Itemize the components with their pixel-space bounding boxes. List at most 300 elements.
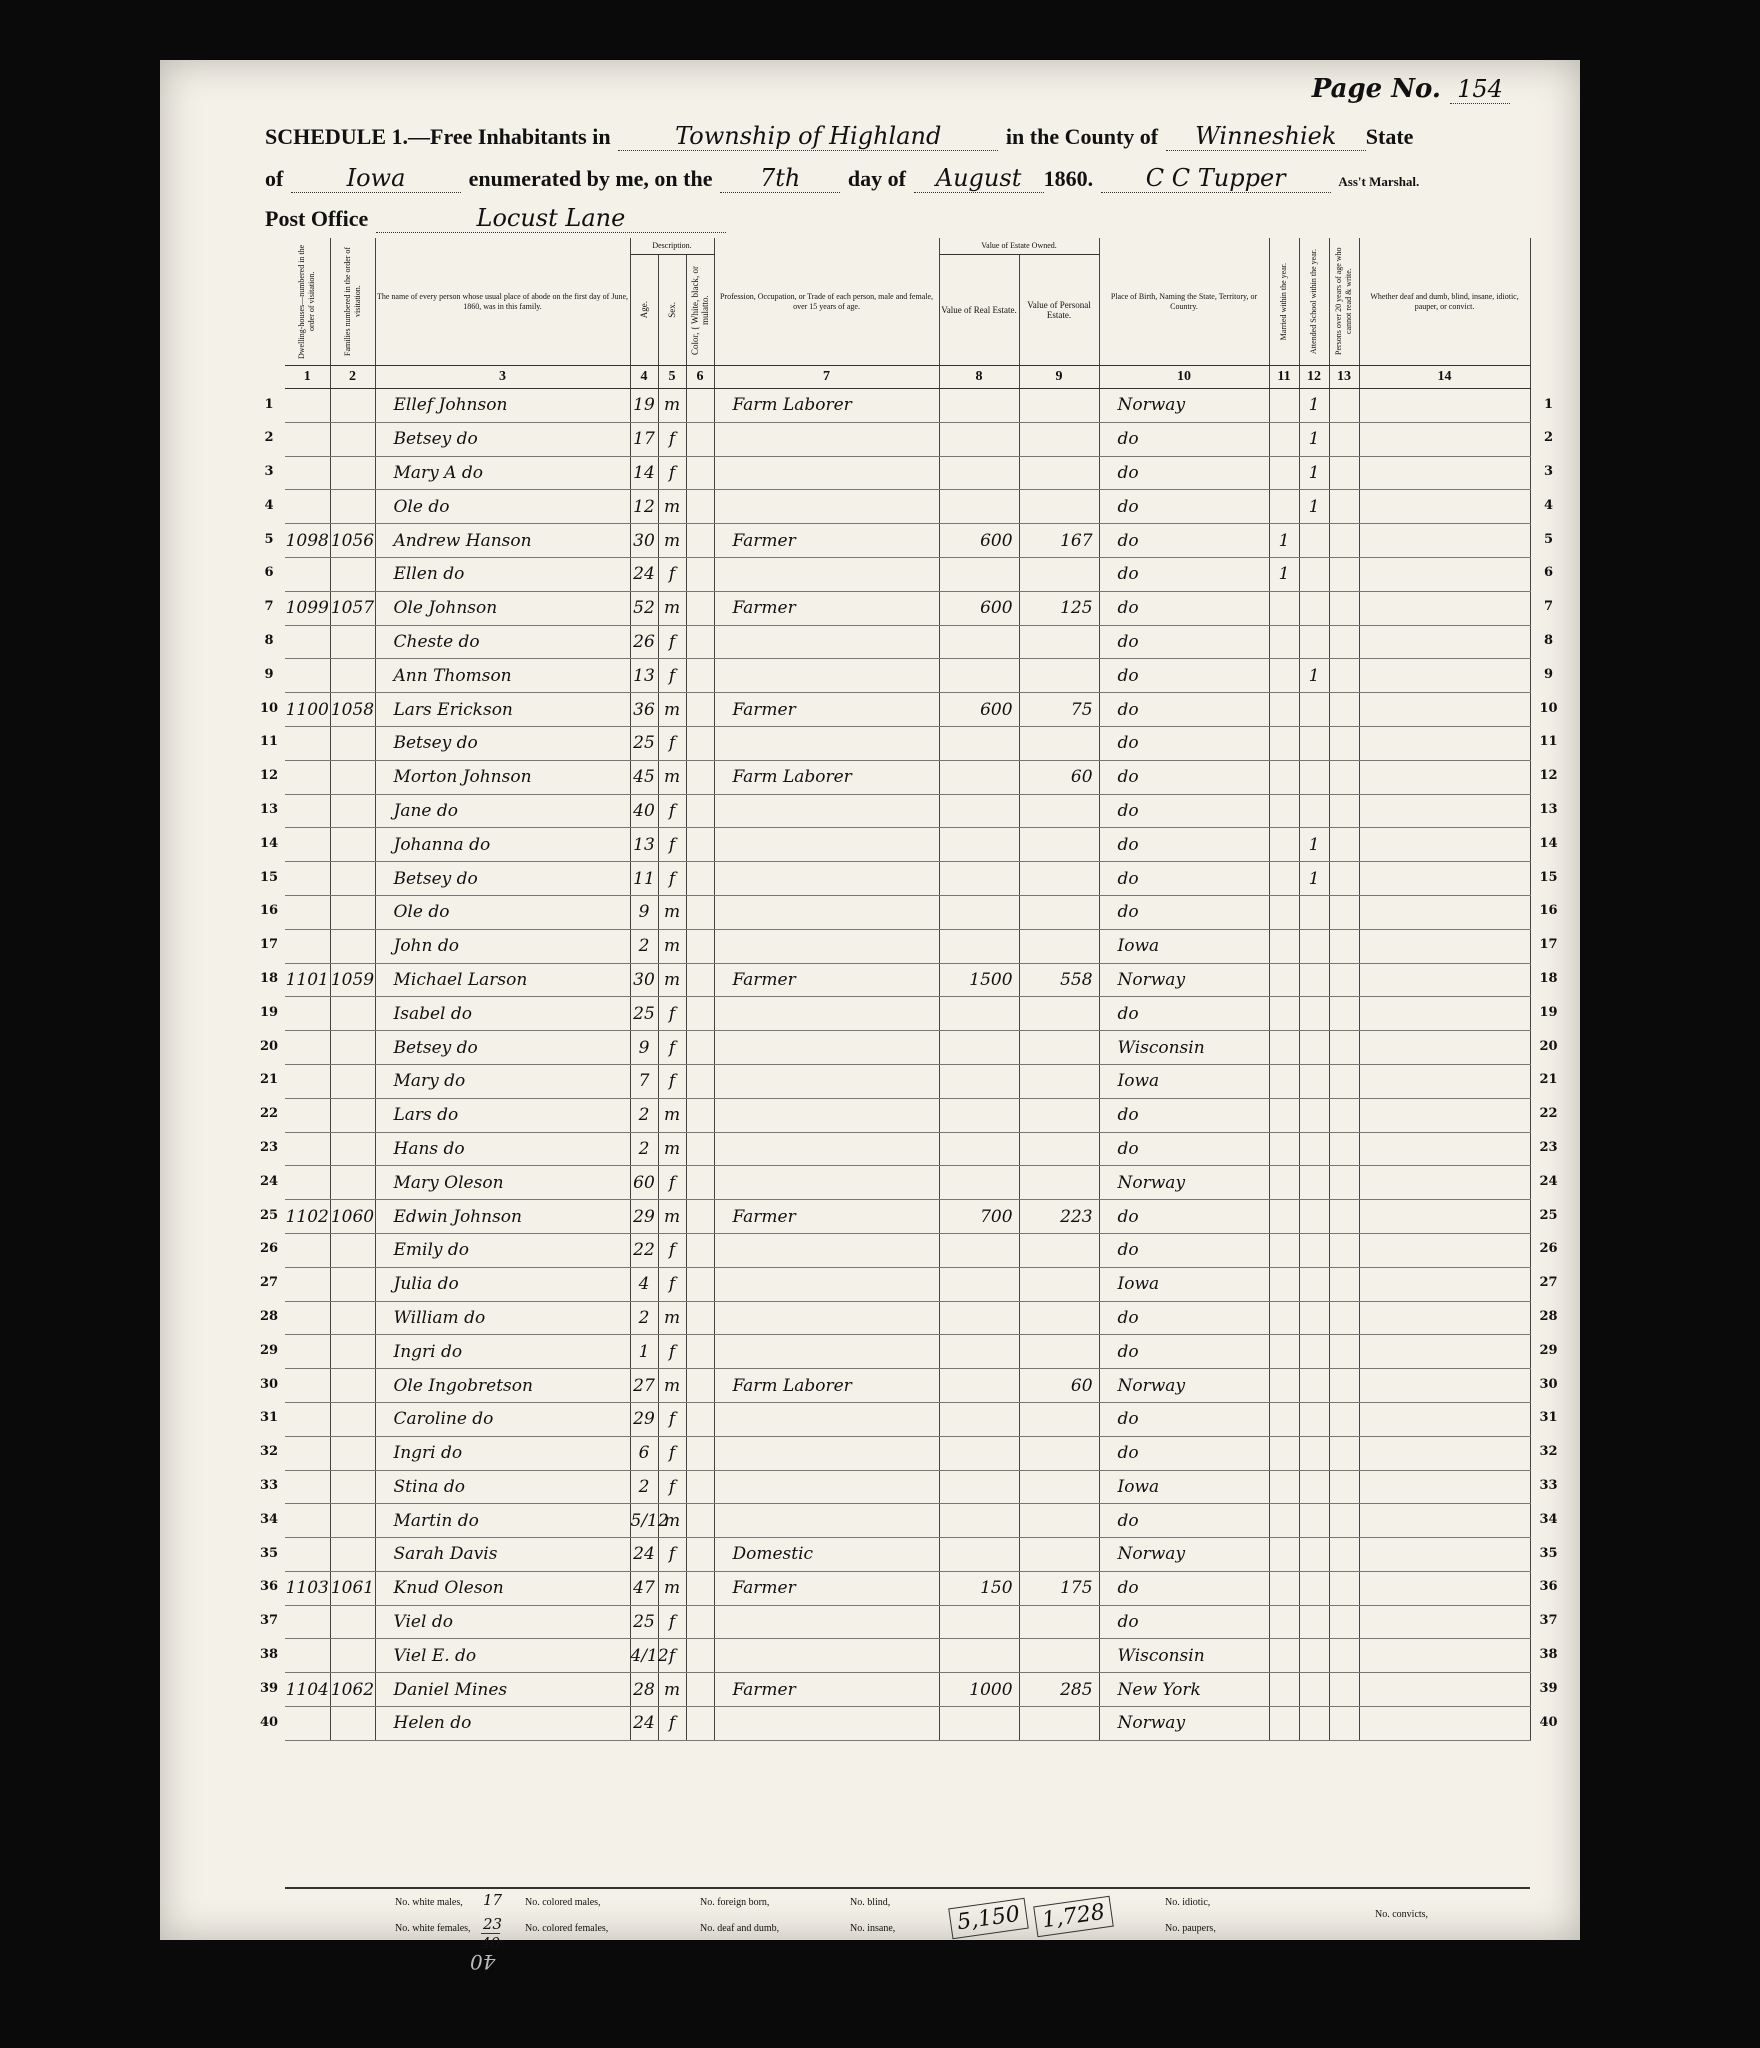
color-cell: [686, 1031, 714, 1065]
col-header-birthplace: Place of Birth, Naming the State, Territory, or Country.: [1099, 238, 1269, 366]
person-name: Martin do: [375, 1504, 630, 1538]
married-cell: [1269, 1098, 1299, 1132]
sex-cell: f: [658, 726, 686, 760]
sex-cell: f: [658, 1064, 686, 1098]
age-cell: 2: [630, 1301, 658, 1335]
table-row: [285, 1673, 1530, 1707]
line-number: 32: [259, 1444, 279, 1460]
table-row: [285, 1639, 1530, 1673]
disability-cell: [1359, 659, 1530, 693]
personal-estate-cell: [1019, 1605, 1099, 1639]
census-rows: [285, 389, 1530, 1741]
real-estate-cell: [939, 490, 1019, 524]
table-row: [285, 524, 1530, 558]
line-number: 33: [259, 1478, 279, 1493]
person-name: Lars Erickson: [375, 693, 630, 727]
sex-cell: m: [658, 1571, 686, 1605]
year-value: 1860.: [1043, 166, 1094, 191]
personal-estate-cell: 223: [1019, 1200, 1099, 1234]
birthplace-cell: do: [1099, 557, 1269, 591]
real-estate-cell: [939, 422, 1019, 456]
birthplace-cell: Iowa: [1099, 1267, 1269, 1301]
post-office-label: Post Office: [265, 206, 369, 231]
disability-cell: [1359, 895, 1530, 929]
married-cell: [1269, 1639, 1299, 1673]
margin-line-number: 28: [1539, 1309, 1558, 1325]
person-name: Ole Johnson: [375, 591, 630, 625]
person-name: Johanna do: [375, 828, 630, 862]
married-cell: [1269, 760, 1299, 794]
school-cell: [1299, 1470, 1329, 1504]
color-cell: [686, 1402, 714, 1436]
age-cell: 40: [630, 794, 658, 828]
state-value: Iowa: [291, 164, 461, 193]
line-number: 20: [259, 1038, 279, 1054]
birthplace-cell: Norway: [1099, 1166, 1269, 1200]
dwelling-number: [285, 997, 330, 1031]
school-cell: [1299, 591, 1329, 625]
col-group-description: Description.: [630, 238, 714, 255]
col-number: 10: [1099, 366, 1269, 389]
occupation-cell: [714, 1301, 939, 1335]
school-cell: [1299, 1064, 1329, 1098]
color-cell: [686, 557, 714, 591]
col-number: 13: [1329, 366, 1359, 389]
day-of-label: day of: [847, 166, 906, 191]
personal-estate-cell: [1019, 929, 1099, 963]
married-cell: [1269, 1436, 1299, 1470]
married-cell: [1269, 1707, 1299, 1741]
person-name: Edwin Johnson: [375, 1200, 630, 1234]
table-row: [285, 1200, 1530, 1234]
school-cell: [1299, 1267, 1329, 1301]
line-number: 14: [259, 835, 279, 851]
margin-line-number: 6: [1543, 565, 1554, 581]
margin-line-number: 34: [1539, 1511, 1558, 1527]
disability-cell: [1359, 794, 1530, 828]
real-estate-cell: [939, 1504, 1019, 1538]
age-cell: 27: [630, 1369, 658, 1403]
family-number: [330, 659, 375, 693]
color-cell: [686, 1605, 714, 1639]
age-cell: 24: [630, 1707, 658, 1741]
married-cell: [1269, 794, 1299, 828]
occupation-cell: Domestic: [714, 1538, 939, 1572]
marshal-label: Ass't Marshal.: [1338, 174, 1420, 189]
occupation-cell: [714, 929, 939, 963]
dwelling-number: [285, 557, 330, 591]
schedule-title: SCHEDULE 1.: [265, 124, 409, 149]
real-estate-cell: [939, 1031, 1019, 1065]
birthplace-cell: do: [1099, 1132, 1269, 1166]
sex-cell: f: [658, 1436, 686, 1470]
table-row: [285, 456, 1530, 490]
personal-estate-cell: [1019, 895, 1099, 929]
illiterate-cell: [1329, 557, 1359, 591]
sex-cell: f: [658, 659, 686, 693]
real-estate-cell: 600: [939, 524, 1019, 558]
color-cell: [686, 828, 714, 862]
personal-estate-cell: [1019, 1707, 1099, 1741]
sex-cell: m: [658, 524, 686, 558]
disability-cell: [1359, 1031, 1530, 1065]
person-name: Ingri do: [375, 1335, 630, 1369]
paupers-label: No. paupers,: [1165, 1923, 1216, 1934]
birthplace-cell: Wisconsin: [1099, 1031, 1269, 1065]
married-cell: [1269, 1369, 1299, 1403]
married-cell: [1269, 422, 1299, 456]
family-number: [330, 997, 375, 1031]
school-cell: 1: [1299, 490, 1329, 524]
personal-estate-cell: [1019, 1301, 1099, 1335]
dwelling-number: [285, 625, 330, 659]
dwelling-number: [285, 1605, 330, 1639]
age-cell: 13: [630, 659, 658, 693]
dwelling-number: 1098: [285, 524, 330, 558]
table-row: [285, 1301, 1530, 1335]
family-number: [330, 1504, 375, 1538]
disability-cell: [1359, 524, 1530, 558]
occupation-cell: [714, 557, 939, 591]
dwelling-number: [285, 828, 330, 862]
age-cell: 28: [630, 1673, 658, 1707]
married-cell: [1269, 490, 1299, 524]
real-estate-cell: [939, 1132, 1019, 1166]
real-estate-cell: [939, 389, 1019, 423]
line-number: 22: [259, 1106, 279, 1122]
person-name: Betsey do: [375, 862, 630, 896]
birthplace-cell: do: [1099, 828, 1269, 862]
age-cell: 12: [630, 490, 658, 524]
disability-cell: [1359, 929, 1530, 963]
illiterate-cell: [1329, 726, 1359, 760]
personal-estate-cell: [1019, 659, 1099, 693]
margin-line-number: 1: [1543, 396, 1554, 412]
of-label: of: [265, 166, 284, 191]
real-estate-cell: [939, 1436, 1019, 1470]
blind-label: No. blind,: [850, 1897, 891, 1908]
person-name: Daniel Mines: [375, 1673, 630, 1707]
birthplace-cell: do: [1099, 490, 1269, 524]
sex-cell: m: [658, 1200, 686, 1234]
dwelling-number: 1102: [285, 1200, 330, 1234]
illiterate-cell: [1329, 693, 1359, 727]
disability-cell: [1359, 1267, 1530, 1301]
school-cell: 1: [1299, 422, 1329, 456]
personal-estate-cell: [1019, 1436, 1099, 1470]
person-name: William do: [375, 1301, 630, 1335]
col-number: 6: [686, 366, 714, 389]
family-number: [330, 1402, 375, 1436]
sex-cell: f: [658, 1031, 686, 1065]
county-label: in the County of: [1005, 124, 1159, 149]
illiterate-cell: [1329, 524, 1359, 558]
illiterate-cell: [1329, 1233, 1359, 1267]
married-cell: [1269, 1470, 1299, 1504]
col-header-sex: Sex.: [658, 255, 686, 366]
birthplace-cell: do: [1099, 1200, 1269, 1234]
dwelling-number: [285, 1031, 330, 1065]
real-estate-cell: [939, 1301, 1019, 1335]
family-number: [330, 1639, 375, 1673]
school-cell: [1299, 1301, 1329, 1335]
state-label: State: [1365, 124, 1414, 149]
age-cell: 9: [630, 895, 658, 929]
col-number: 2: [330, 366, 375, 389]
family-number: 1061: [330, 1571, 375, 1605]
age-cell: 2: [630, 1132, 658, 1166]
margin-line-number: 40: [1539, 1714, 1558, 1730]
personal-estate-cell: 75: [1019, 693, 1099, 727]
age-cell: 30: [630, 524, 658, 558]
color-cell: [686, 1707, 714, 1741]
dwelling-number: [285, 895, 330, 929]
person-name: Helen do: [375, 1707, 630, 1741]
color-cell: [686, 1538, 714, 1572]
school-cell: [1299, 625, 1329, 659]
real-estate-cell: [939, 557, 1019, 591]
personal-estate-cell: 285: [1019, 1673, 1099, 1707]
school-cell: [1299, 1673, 1329, 1707]
personal-estate-cell: [1019, 1639, 1099, 1673]
sex-cell: m: [658, 929, 686, 963]
line-number: 27: [259, 1275, 279, 1291]
sex-cell: f: [658, 1166, 686, 1200]
married-cell: 1: [1269, 557, 1299, 591]
table-row: [285, 726, 1530, 760]
age-cell: 19: [630, 389, 658, 423]
color-cell: [686, 1639, 714, 1673]
married-cell: [1269, 1132, 1299, 1166]
occupation-cell: [714, 862, 939, 896]
margin-line-number: 25: [1539, 1207, 1558, 1223]
page-number-label: Page No.: [1311, 74, 1441, 104]
personal-estate-cell: [1019, 1470, 1099, 1504]
occupation-cell: [714, 1064, 939, 1098]
personal-estate-cell: [1019, 1233, 1099, 1267]
sex-cell: f: [658, 1707, 686, 1741]
color-cell: [686, 1200, 714, 1234]
illiterate-cell: [1329, 389, 1359, 423]
occupation-cell: Farmer: [714, 1571, 939, 1605]
table-row: [285, 1470, 1530, 1504]
personal-estate-cell: [1019, 794, 1099, 828]
personal-estate-cell: 60: [1019, 1369, 1099, 1403]
illiterate-cell: [1329, 490, 1359, 524]
line-number: 3: [264, 464, 274, 480]
personal-estate-cell: [1019, 490, 1099, 524]
margin-line-number: 31: [1539, 1410, 1558, 1426]
color-cell: [686, 422, 714, 456]
table-row: [285, 1436, 1530, 1470]
illiterate-cell: [1329, 1369, 1359, 1403]
sex-cell: m: [658, 693, 686, 727]
age-cell: 47: [630, 1571, 658, 1605]
dwelling-number: 1104: [285, 1673, 330, 1707]
real-estate-cell: [939, 828, 1019, 862]
sex-cell: m: [658, 1369, 686, 1403]
illiterate-cell: [1329, 1200, 1359, 1234]
family-number: [330, 760, 375, 794]
age-cell: 24: [630, 557, 658, 591]
married-cell: [1269, 1335, 1299, 1369]
age-cell: 22: [630, 1233, 658, 1267]
real-estate-cell: [939, 1369, 1019, 1403]
school-cell: [1299, 1605, 1329, 1639]
personal-estate-cell: [1019, 997, 1099, 1031]
birthplace-cell: do: [1099, 1335, 1269, 1369]
line-number: 38: [259, 1646, 279, 1662]
table-row: [285, 929, 1530, 963]
family-number: [330, 1538, 375, 1572]
illiterate-cell: [1329, 929, 1359, 963]
illiterate-cell: [1329, 1132, 1359, 1166]
age-cell: 24: [630, 1538, 658, 1572]
col-number: 7: [714, 366, 939, 389]
family-number: [330, 1470, 375, 1504]
occupation-cell: [714, 1402, 939, 1436]
personal-estate-cell: 125: [1019, 591, 1099, 625]
real-estate-cell: [939, 1064, 1019, 1098]
color-cell: [686, 1064, 714, 1098]
margin-line-number: 22: [1539, 1106, 1558, 1122]
illiterate-cell: [1329, 862, 1359, 896]
table-row: [285, 1571, 1530, 1605]
real-estate-cell: [939, 929, 1019, 963]
illiterate-cell: [1329, 1166, 1359, 1200]
occupation-cell: [714, 997, 939, 1031]
occupation-cell: [714, 1707, 939, 1741]
person-name: Caroline do: [375, 1402, 630, 1436]
person-name: Ingri do: [375, 1436, 630, 1470]
personal-estate-cell: [1019, 389, 1099, 423]
sex-cell: f: [658, 456, 686, 490]
real-estate-cell: [939, 1605, 1019, 1639]
age-cell: 9: [630, 1031, 658, 1065]
family-number: [330, 1707, 375, 1741]
age-cell: 36: [630, 693, 658, 727]
margin-line-number: 38: [1539, 1646, 1558, 1662]
occupation-cell: Farmer: [714, 524, 939, 558]
enumerated-label: enumerated by me, on the: [468, 166, 713, 191]
age-cell: 17: [630, 422, 658, 456]
disability-cell: [1359, 557, 1530, 591]
sex-cell: f: [658, 1267, 686, 1301]
disability-cell: [1359, 490, 1530, 524]
school-cell: 1: [1299, 389, 1329, 423]
sex-cell: m: [658, 1098, 686, 1132]
color-cell: [686, 693, 714, 727]
birthplace-cell: Norway: [1099, 1369, 1269, 1403]
occupation-cell: [714, 1098, 939, 1132]
table-row: [285, 1267, 1530, 1301]
school-cell: [1299, 1707, 1329, 1741]
margin-line-number: 23: [1539, 1140, 1558, 1156]
line-number: 5: [264, 531, 274, 547]
table-row: [285, 1166, 1530, 1200]
age-cell: 5/12: [630, 1504, 658, 1538]
col-number: 8: [939, 366, 1019, 389]
margin-line-number: 24: [1539, 1173, 1558, 1189]
person-name: Julia do: [375, 1267, 630, 1301]
real-estate-cell: [939, 1639, 1019, 1673]
disability-cell: [1359, 997, 1530, 1031]
disability-cell: [1359, 1064, 1530, 1098]
family-number: 1059: [330, 963, 375, 997]
married-cell: [1269, 895, 1299, 929]
family-number: [330, 895, 375, 929]
margin-line-number: 4: [1543, 497, 1554, 513]
family-number: [330, 1233, 375, 1267]
personal-estate-cell: 167: [1019, 524, 1099, 558]
illiterate-cell: [1329, 422, 1359, 456]
color-cell: [686, 997, 714, 1031]
disability-cell: [1359, 1335, 1530, 1369]
col-group-estate: Value of Estate Owned.: [939, 238, 1099, 255]
married-cell: [1269, 1605, 1299, 1639]
personal-estate-cell: [1019, 1402, 1099, 1436]
personal-estate-cell: [1019, 1166, 1099, 1200]
school-cell: [1299, 1200, 1329, 1234]
table-row: [285, 794, 1530, 828]
color-cell: [686, 524, 714, 558]
real-estate-cell: 600: [939, 591, 1019, 625]
illiterate-cell: [1329, 760, 1359, 794]
married-cell: [1269, 1166, 1299, 1200]
sex-cell: m: [658, 389, 686, 423]
sex-cell: m: [658, 490, 686, 524]
illiterate-cell: [1329, 895, 1359, 929]
sex-cell: m: [658, 895, 686, 929]
col-number: 5: [658, 366, 686, 389]
dwelling-number: [285, 794, 330, 828]
margin-line-number: 36: [1539, 1579, 1558, 1595]
age-cell: 14: [630, 456, 658, 490]
real-estate-cell: [939, 1470, 1019, 1504]
sex-cell: f: [658, 828, 686, 862]
school-cell: [1299, 1504, 1329, 1538]
family-number: [330, 862, 375, 896]
married-cell: [1269, 693, 1299, 727]
dwelling-number: [285, 1233, 330, 1267]
real-estate-cell: [939, 1267, 1019, 1301]
sex-cell: f: [658, 997, 686, 1031]
family-number: [330, 1064, 375, 1098]
school-cell: [1299, 929, 1329, 963]
sex-cell: f: [658, 1605, 686, 1639]
person-name: Cheste do: [375, 625, 630, 659]
married-cell: [1269, 1031, 1299, 1065]
real-estate-cell: 700: [939, 1200, 1019, 1234]
table-row: [285, 1132, 1530, 1166]
dwelling-number: [285, 1639, 330, 1673]
line-number: 23: [259, 1140, 279, 1156]
family-number: [330, 1267, 375, 1301]
real-estate-cell: 1000: [939, 1673, 1019, 1707]
line-number: 1: [264, 396, 274, 412]
color-cell: [686, 760, 714, 794]
disability-cell: [1359, 1673, 1530, 1707]
table-row: [285, 1707, 1530, 1741]
occupation-cell: Farmer: [714, 963, 939, 997]
married-cell: 1: [1269, 524, 1299, 558]
school-cell: [1299, 1098, 1329, 1132]
color-cell: [686, 862, 714, 896]
school-cell: [1299, 1571, 1329, 1605]
line-number: 30: [259, 1376, 279, 1392]
illiterate-cell: [1329, 1470, 1359, 1504]
margin-line-number: 29: [1539, 1342, 1558, 1358]
